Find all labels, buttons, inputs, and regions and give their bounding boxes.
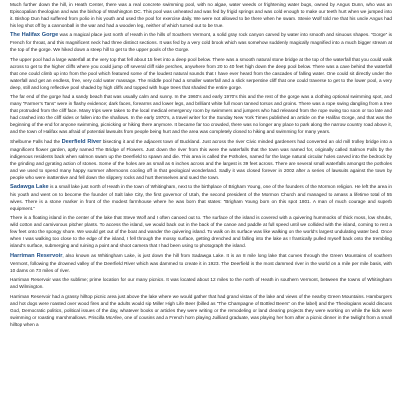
section-heading-sadawga-lake: Sadawga Lake: [10, 183, 49, 190]
paragraph-1: [10, 1, 392, 29]
paragraph-2: [10, 31, 392, 53]
paragraph-8: [10, 252, 392, 274]
paragraph-text: is a small lake just north of Heath in the town of Whitingham, next to the birthplace of Brigham Young, one of the founders of the Mormon religion. He left the area in his youth and went on to become the founder of Salt lake City, the first governor of Utah, the second president of the Mormon Church and managed to amass a lifetime total of 55 wives. There is a stone marker in front of the modest farmhouse where he was born that states: “Brigham Young born on this spot 1801. A man of much courage and superb equipment.”: [10, 183, 392, 211]
paragraph-text: The far end of the gorge had a sandy beach that was usually calm and sunny. In the 1960’s and early 1970’s this and the rest of the gorge was a clothing optional swimming spot, and many “Farmer’s Tans” were in flashy evidence; dark faces, forearms and lower legs, and brilliant white full moon tanned torsos and groins. There was a rope swing dangling from a tree that protruded from the cliff face. Many trips were taken to the local medical emergency room by swimmers and jumpers who had released from the rope swing too soon or too late and had crashed into the cliff sides or fallen into the shallows. In the early 1970’s, a travel writer for the Sunday New York Times published an article on the Halifax Gorge, and that was the beginning of the end for anyone swimming, picnicking or hiking there anymore. It became far too crowded, there was no longer any place to park along the narrow country road above it, and the town of Halifax was afraid of potential lawsuits from people being hurt and the area was completely closed to hiking and swimming for many years.: [10, 94, 392, 135]
paragraph-text: , also known as Whitingham Lake, is just down the hill from Sadawga Lake. It is an 8 mile long lake that curves through the Green Mountains of southern Vermont, following the drowned valley of the Deerfield River which was dammed to create it in 1923. The Deerfield is the most dammed river in the world on a mile per mile basis, with 10 dams on 73 miles of river.: [10, 252, 392, 273]
paragraph-text: Shelburne Falls had the: [10, 138, 62, 144]
paragraph-text: Harriman Reservoir was the sublime; prime location for our many picnics. It was located about 12 miles to the north of Heath in southern Vermont, between the towns of Whitingham and Wilmington.: [10, 277, 392, 290]
paragraph-7: [10, 214, 392, 249]
paragraph-6: [10, 183, 392, 212]
paragraph-3: [10, 56, 392, 91]
paragraph-10: [10, 293, 392, 328]
section-heading-harriman-reservoir: Harriman Reservoir: [10, 252, 63, 259]
paragraph-text: The upper pool had a large waterfall at the very top that fell about 15 feet into a deep pool below. There was a smooth natural stone bridge at the top of the waterfall that you could walk across to get to the higher cliffs where you could jump off several cliff side perches, anywhere from 20 to 40 feet high down the deep pool below. There was a cave behind the waterfall that one could climb up into from the pool which featured some of the loudest natural sounds that I have ever heard from the cascades of falling water. One could sit directly under the waterfall and get an endless, free, very cold water massage. The middle pool had a smaller waterfall and a slick serpentine cliff that one could traverse to get to the lower pool, a very deep, still and long reflective pool shaded by high cliffs and topped with huge trees that shaded the entire gorge.: [10, 56, 392, 90]
paragraph-9: [10, 276, 392, 290]
paragraph-4: [10, 93, 392, 135]
paragraph-text: Harriman Reservoir had a grassy hilltop picnic area just above the lake where we would gather that had grand vistas of the lake and views of the nearby Green Mountains. Hamburgers and hot dogs were roasted over wood fires and the adults would sip Miller High Life Beer (billed as “The Champagne of Bottled Beers” on the label) and the Theologians would discuss God, Democratic politics, political issues of the day, whatever books or articles they were writing or the remodeling or land clearing projects they were working on while the kids were swimming or roasting marshmallows. Priscilla McAfee, one of cousins and a French horn playing Juilliard graduate, was playing her horn after a picnic dinner in the twilight from a small hilltop when a: [10, 293, 392, 327]
paragraph-text: was a magical place just north of Heath in the hills of Southern Vermont, a solid gray rock canyon carved by water into smooth and sinuous shapes. “Gorge” is French for throat, and this magnificent neck had three distinct sections. It was fed by a very cold brook which was somehow suddenly magically magnified into a much bigger stream at the top of the gorge. We hiked down a steep hill to get to the upper pools of the Gorge.: [10, 32, 393, 53]
paragraph-text: Much further down the hill, in Heath Center, there was a real concrete swimming pool, with no algae, water weeds or frightening water bugs, owned by Angus Dunn, who was an Episcopalian theologian and was the bishop of Washington DC. This pool was unheated and was fed by frigid springs and was cold enough to make our teeth hurt when we jumped into it. Bishop Dun had suffered from polio in his youth and used the pool for exercise daily. We were not allowed to be there when he swam. Stevie Wolf told me that his uncle Angus had his leg shot off by a cannonball in the war and had a wooden leg, neither of which turned out to be true.: [10, 2, 392, 28]
paragraph-text: There is a floating island in the center of the lake that Steve Wolf and I often canoed out to. The surface of the island is covered with a quivering hummocks of thick moss, low shrubs, wild cotton and carnivorous pitcher plants. To access the island, we would back out in the back of the canoe and paddle at full speed until we collided with the island, coming to rest a few feet onto the spongy shore. We would get out of the boat and wander the quivering island. To walk on its surface was like walking on the world’s largest undulating water bed. Once when I was walking too close to the edge of the island, I fell through the mossy surface, getting drenched and falling into the lake as I frantically pulled myself back onto the trembling island’s surface, submerging and ruining a point and shoot camera that I had been using to photograph the island.: [10, 215, 392, 249]
section-heading-halifax-gorge: The Halifax Gorge: [10, 32, 59, 39]
section-heading-deerfield-river: Deerfield River: [61, 138, 102, 145]
paragraph-text-continued: bisecting it and the adjacent town of Buckland. Just across the river Civic minded gardeners had converted an old mill trolley bridge into a magnificent flower garden, aptly named The Bridge of Flowers. Just down the river from this were the waterfalls that the town was named for, originally called Salmon Falls by the indigenous residents back when salmon swam up the Deerfield to spawn and die. This area is called the Potholes, named for the large natural circular holes carved into the bedrock by the grinding and gyrating action of stones. Some of the holes are as small as 6 inches across and the largest is 39 feet across. There are several small waterfalls amongst the potholes and we used to spend many happy summer afternoons cooling off in that geological wonderland. Sadly it was closed forever in 2002 after a series of lawsuits against the town by people who were inattentive and fell down the slippery rocks and hurt themselves and sued the town.: [10, 138, 392, 180]
paragraph-5: [10, 138, 392, 181]
